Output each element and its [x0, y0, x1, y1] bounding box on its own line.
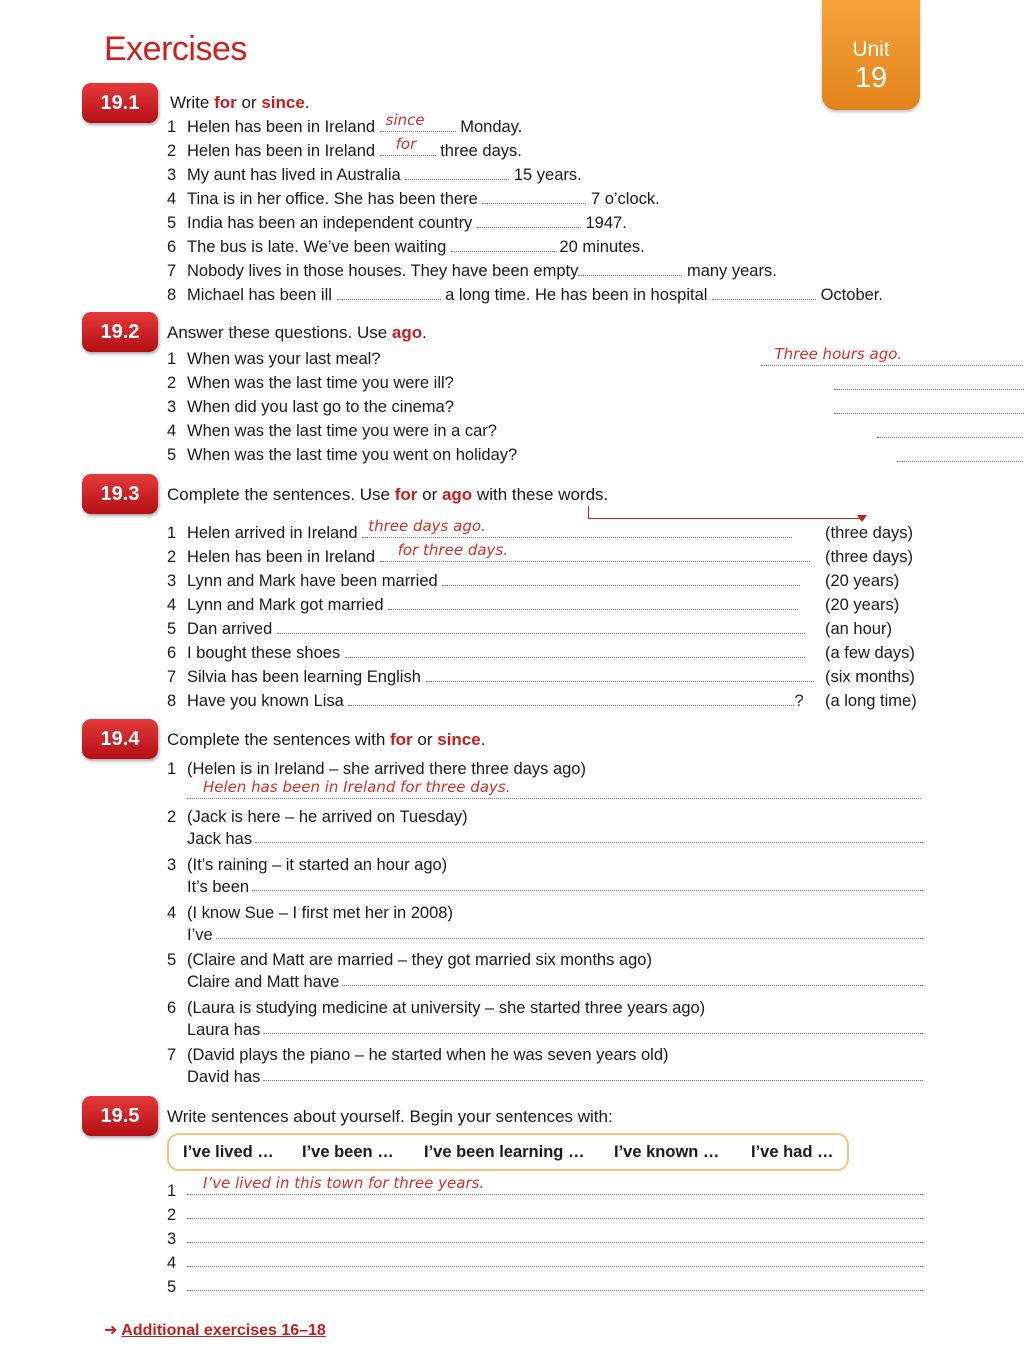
list-item [167, 372, 927, 396]
item-number: 7 [167, 668, 177, 686]
list-item [167, 806, 923, 854]
word-box-item: I’ve been … [302, 1143, 394, 1161]
list-item [167, 188, 883, 212]
unit-tab [822, 0, 920, 110]
exercise-instruction-19-2 [167, 323, 427, 343]
item-number: 3 [167, 572, 177, 590]
arrow-right-icon: ➜ [104, 1322, 118, 1339]
item-text: Have you known Lisa [187, 692, 349, 710]
item-number: 5 [167, 951, 177, 969]
answer-blank[interactable] [348, 691, 794, 706]
item-number: 6 [167, 644, 177, 662]
list-item [167, 666, 927, 690]
list-item [167, 1044, 923, 1092]
pointer-arrow [588, 506, 864, 519]
item-number: 8 [167, 286, 177, 304]
item-number: 7 [167, 1046, 177, 1064]
item-number: 2 [167, 374, 177, 392]
item-number: 7 [167, 262, 177, 280]
answer-line[interactable] [877, 423, 1024, 438]
exercise-list-19-3 [167, 517, 927, 714]
question-text: When was the last time you went on holiday? [187, 446, 518, 464]
sentence-start: I’ve [187, 926, 213, 944]
page-title: Exercises [104, 30, 247, 68]
list-item [167, 1228, 923, 1252]
prompt-text: (Helen is in Ireland – she arrived there three days ago) [187, 760, 586, 778]
word-box-item: I’ve had … [751, 1143, 834, 1161]
item-number: 2 [167, 548, 177, 566]
list-item [167, 260, 883, 284]
answer-line[interactable] [187, 1252, 923, 1267]
item-text: Tina is in her office. She has been there [187, 190, 483, 208]
answer-blank[interactable] [388, 595, 798, 610]
prompt-text: (Laura is studying medicine at university – she started three years ago) [187, 999, 706, 1017]
item-text: Helen has been in Ireland [187, 142, 380, 160]
keyword: for [214, 93, 237, 112]
item-number: 4 [167, 1254, 177, 1272]
handwritten-answer: for three days. [397, 541, 508, 559]
item-number: 3 [167, 398, 177, 416]
item-text: Lynn and Mark got married [187, 596, 389, 614]
answer-blank[interactable] [277, 619, 805, 634]
item-text: My aunt has lived in Australia [187, 166, 406, 184]
keyword: ago [391, 323, 423, 342]
exercise-list-19-4 [167, 758, 923, 1092]
item-text: Helen has been in Ireland [187, 548, 380, 566]
sentence-start: Jack has [187, 830, 253, 848]
answer-line[interactable] [897, 447, 1024, 462]
exercise-instruction-19-4 [167, 730, 485, 750]
instruction-text: Write [170, 93, 215, 112]
item-number: 8 [167, 692, 177, 710]
cue-text: (20 years) [825, 572, 900, 590]
list-item [167, 902, 923, 949]
list-item [167, 420, 927, 444]
answer-blank[interactable] [380, 135, 436, 156]
answer-line[interactable] [263, 1019, 923, 1034]
cue-text: (a few days) [825, 644, 915, 662]
answer-blank[interactable] [578, 261, 682, 276]
handwritten-answer: I’ve lived in this town for three years. [203, 1174, 485, 1192]
item-text: Dan arrived [187, 620, 277, 638]
item-text: 1947. [580, 214, 627, 232]
prompt-text: (Jack is here – he arrived on Tuesday) [187, 808, 468, 826]
list-item [167, 642, 927, 666]
item-number: 2 [167, 142, 177, 160]
cue-text: (three days) [825, 548, 914, 566]
item-number: 3 [167, 1230, 177, 1248]
list-item [167, 594, 927, 618]
list-item [167, 396, 927, 420]
item-number: 1 [167, 760, 177, 778]
unit-number: 19 [854, 62, 888, 94]
additional-exercises-link[interactable]: Additional exercises 16–18 [121, 1322, 326, 1339]
instruction-text: Complete the sentences with [167, 730, 391, 749]
answer-line[interactable] [263, 1066, 923, 1081]
keyword: since [261, 93, 305, 112]
item-text: October. [816, 286, 883, 304]
question-text: When was the last time you were ill? [187, 374, 454, 392]
instruction-text: or [236, 93, 262, 112]
list-item [167, 212, 883, 236]
item-number: 1 [167, 524, 177, 542]
handwritten-answer: since [385, 111, 425, 129]
word-box-item: I’ve known … [614, 1143, 720, 1161]
item-text: Lynn and Mark have been married [187, 572, 443, 590]
answer-line[interactable] [187, 1204, 923, 1219]
answer-line[interactable] [834, 399, 1024, 414]
instruction-text: . [422, 323, 427, 342]
exercise-badge-19-3: 19.3 [82, 474, 158, 514]
cue-text: (a long time) [825, 692, 917, 710]
item-text: 20 minutes. [554, 238, 645, 256]
exercise-list-19-5 [167, 1174, 923, 1300]
exercise-list-19-2 [167, 345, 927, 468]
prompt-text: (I know Sue – I first met her in 2008) [187, 904, 453, 922]
sentence-start: It’s been [187, 878, 250, 896]
item-number: 5 [167, 1278, 177, 1296]
item-text: three days. [435, 142, 522, 160]
instruction-text: . [480, 730, 486, 749]
answer-blank[interactable] [345, 643, 805, 658]
item-number: 2 [167, 1206, 177, 1224]
answer-line[interactable] [187, 1276, 923, 1291]
list-item [167, 135, 883, 164]
item-end-text: ? [794, 692, 804, 710]
answer-blank[interactable] [451, 237, 555, 252]
answer-blank[interactable] [380, 541, 810, 562]
instruction-text: or [417, 485, 442, 504]
answer-line[interactable] [834, 375, 1024, 390]
item-number: 4 [167, 190, 177, 208]
answer-blank[interactable] [380, 111, 456, 132]
exercise-instruction-19-5: Write sentences about yourself. Begin your sentences with: [167, 1107, 613, 1126]
handwritten-answer: Helen has been in Ireland for three days. [203, 778, 511, 796]
answer-line[interactable] [761, 345, 1024, 366]
list-item [167, 1252, 923, 1276]
item-number: 3 [167, 856, 177, 874]
item-number: 5 [167, 214, 177, 232]
instruction-text: . [304, 93, 310, 112]
list-item [167, 1204, 923, 1228]
exercise-instruction-19-1 [170, 93, 310, 113]
answer-line[interactable] [187, 1228, 923, 1243]
item-number: 2 [167, 808, 177, 826]
prompt-text: (David plays the piano – he started when he was seven years old) [187, 1046, 669, 1064]
prompt-text: (Claire and Matt are married – they got married six months ago) [187, 951, 652, 969]
question-text: When did you last go to the cinema? [187, 398, 454, 416]
exercise-list-19-1 [167, 111, 883, 308]
list-item [167, 284, 883, 308]
list-item [167, 236, 883, 260]
answer-line[interactable] [342, 971, 923, 986]
handwritten-answer: Three hours ago. [774, 345, 903, 363]
handwritten-answer: for [395, 135, 417, 153]
instruction-text: or [412, 730, 438, 749]
word-box-item: I’ve been learning … [424, 1143, 585, 1161]
question-text: When was the last time you were in a car? [187, 422, 497, 440]
item-number: 1 [167, 1182, 177, 1200]
question-text: When was your last meal? [187, 350, 381, 368]
arrow-head-icon [857, 515, 867, 522]
exercise-badge-19-2: 19.2 [82, 312, 158, 352]
sentence-start: David has [187, 1068, 261, 1086]
keyword: ago [441, 485, 473, 504]
cue-text: (20 years) [825, 596, 900, 614]
answer-line[interactable] [255, 828, 923, 843]
handwritten-answer: three days ago. [368, 517, 486, 535]
list-item [167, 111, 883, 140]
sentence-start: Laura has [187, 1021, 261, 1039]
word-box [167, 1133, 849, 1171]
list-item [167, 345, 927, 372]
item-text: Silvia has been learning English [187, 668, 426, 686]
answer-line[interactable] [187, 778, 921, 799]
list-item [167, 854, 923, 902]
list-item [167, 949, 923, 997]
item-number: 5 [167, 446, 177, 464]
item-number: 1 [167, 350, 177, 368]
item-text: Helen has been in Ireland [187, 118, 380, 136]
answer-blank[interactable] [426, 667, 814, 682]
item-text: Helen arrived in Ireland [187, 524, 363, 542]
answer-blank[interactable] [442, 571, 800, 586]
list-item [167, 541, 927, 570]
exercise-instruction-19-3 [167, 485, 608, 505]
instruction-text: with these words. [472, 485, 609, 504]
answer-blank[interactable] [337, 285, 441, 300]
keyword: for [394, 485, 418, 504]
exercise-badge-19-4: 19.4 [82, 719, 158, 759]
list-item [167, 517, 927, 546]
unit-label: Unit [852, 38, 890, 61]
list-item [167, 164, 883, 188]
item-text: India has been an independent country [187, 214, 477, 232]
item-number: 6 [167, 999, 177, 1017]
answer-line[interactable] [252, 876, 923, 891]
word-box-item: I’ve lived … [183, 1143, 274, 1161]
cue-text: (six months) [825, 668, 915, 686]
item-text: Monday. [455, 118, 523, 136]
list-item [167, 997, 923, 1044]
additional-exercises [104, 1320, 326, 1340]
list-item [167, 570, 927, 594]
item-text: many years. [682, 262, 777, 280]
item-number: 1 [167, 118, 177, 136]
item-text: Nobody lives in those houses. They have been empty [187, 262, 579, 280]
answer-blank[interactable] [477, 213, 581, 228]
item-number: 4 [167, 422, 177, 440]
cue-text: (an hour) [825, 620, 892, 638]
answer-line[interactable] [216, 924, 923, 939]
item-number: 4 [167, 904, 177, 922]
item-number: 5 [167, 620, 177, 638]
item-text: I bought these shoes [187, 644, 345, 662]
exercise-badge-19-1: 19.1 [82, 83, 158, 123]
list-item [167, 444, 927, 468]
exercise-badge-19-5: 19.5 [82, 1096, 158, 1136]
list-item [167, 1174, 923, 1204]
item-number: 4 [167, 596, 177, 614]
list-item [167, 618, 927, 642]
keyword: for [390, 730, 413, 749]
item-text: 7 o’clock. [586, 190, 660, 208]
cue-text: (three days) [825, 524, 914, 542]
prompt-text: (It’s raining – it started an hour ago) [187, 856, 448, 874]
list-item [167, 758, 923, 806]
item-text: The bus is late. We’ve been waiting [187, 238, 451, 256]
item-number: 6 [167, 238, 177, 256]
list-item [167, 1276, 923, 1300]
answer-line[interactable] [187, 1174, 923, 1195]
answer-blank[interactable] [482, 189, 586, 204]
answer-blank[interactable] [712, 285, 816, 300]
list-item [167, 690, 927, 714]
answer-blank[interactable] [405, 165, 509, 180]
instruction-text: Answer these questions. Use [167, 323, 392, 342]
item-text: a long time. He has been in hospital [440, 286, 713, 304]
item-text: Michael has been ill [187, 286, 337, 304]
item-text: 15 years. [509, 166, 582, 184]
keyword: since [437, 730, 481, 749]
sentence-start: Claire and Matt have [187, 973, 340, 991]
answer-blank[interactable] [362, 517, 792, 538]
item-number: 3 [167, 166, 177, 184]
instruction-text: Complete the sentences. Use [167, 485, 395, 504]
